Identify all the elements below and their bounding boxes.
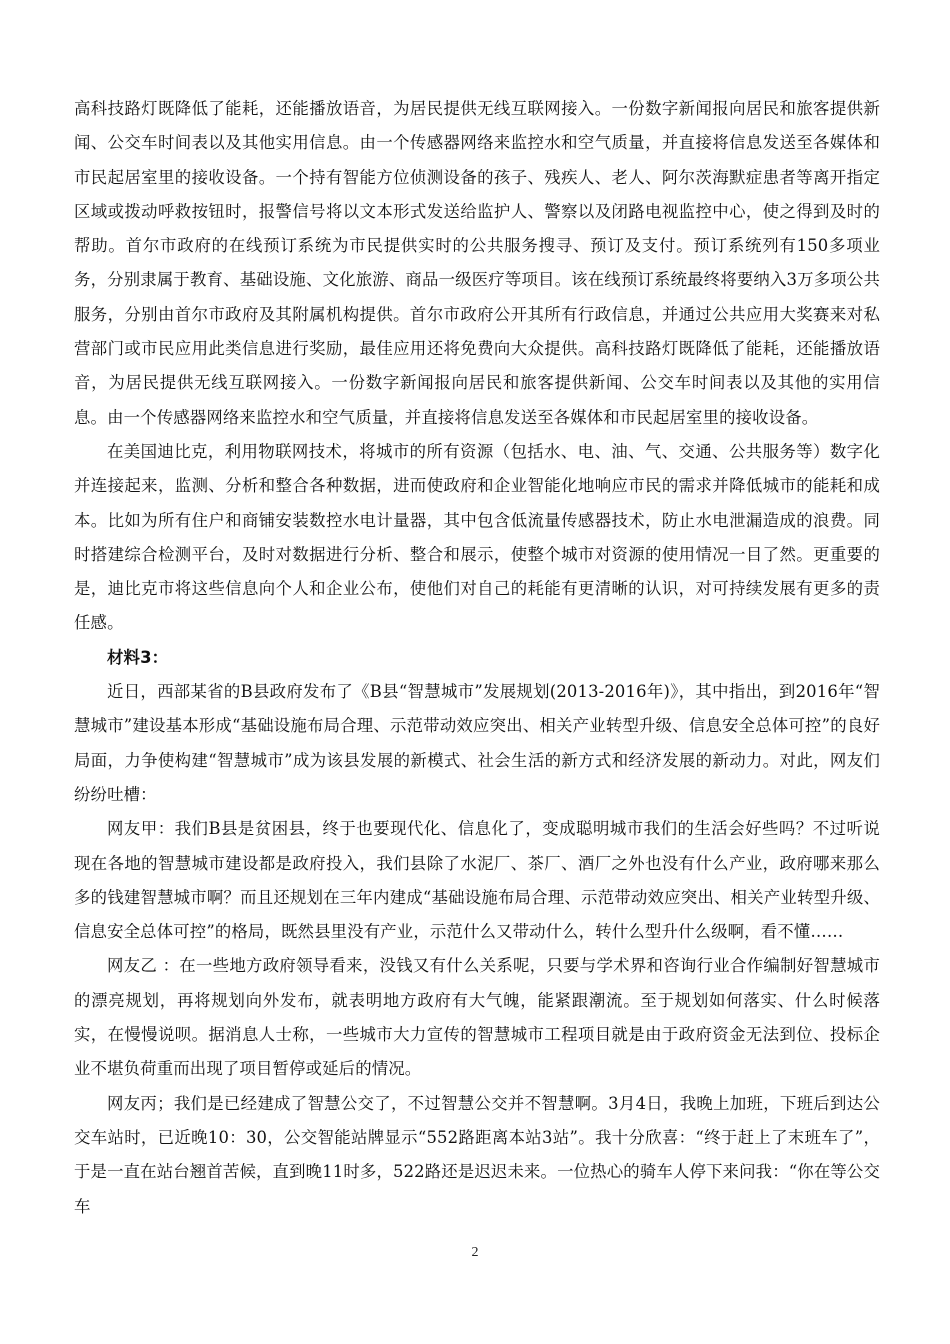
- paragraph-seoul-smart-services: 高科技路灯既降低了能耗，还能播放语音，为居民提供无线互联网接入。一份数字新闻报向居民和旅客提供新闻、公交车时间表以及其他实用信息。由一个传感器网络来监控水和空气质量，并直接将信息发送至各媒体和市民起居室里的接收设备。一个持有智能方位侦测设备的孩子、残疾人、老人、阿尔茨海默症患者等离开指定区域或拨动呼救按钮时，报警信号将以文本形式发送给监护人、警察以及闭路电视监控中心，使之得到及时的帮助。首尔市政府的在线预订系统为市民提供实时的公共服务搜寻、预订及支付。预订系统列有150多项业务，分别隶属于教育、基础设施、文化旅游、商品一级医疗等项目。该在线预订系统最终将要纳入3万多项公共服务，分别由首尔市政府及其附属机构提供。首尔市政府公开其所有行政信息，并通过公共应用大奖赛来对私营部门或市民应用此类信息进行奖励，最佳应用还将免费向大众提供。高科技路灯既降低了能耗，还能播放语音，为居民提供无线互联网接入。一份数字新闻报向居民和旅客提供新闻、公交车时间表以及其他的实用信息。由一个传感器网络来监控水和空气质量，并直接将信息发送至各媒体和市民起居室里的接收设备。: [74, 99, 880, 427]
- document-body: [74, 92, 880, 1224]
- paragraph-netizen-a: 网友甲：我们B县是贫困县，终于也要现代化、信息化了，变成聪明城市我们的生活会好些吗？不过听说现在各地的智慧城市建设都是政府投入，我们县除了水泥厂、茶厂、酒厂之外也没有什么产业，政府哪来那么多的钱建智慧城市啊？而且还规划在三年内建成“基础设施布局合理、示范带动效应突出、相关产业转型升级、信息安全总体可控”的格局，既然县里没有产业，示范什么又带动什么，转什么型升什么级啊，看不懂……: [74, 819, 880, 942]
- paragraph-dubuque-iot: 在美国迪比克，利用物联网技术，将城市的所有资源（包括水、电、油、气、交通、公共服务等）数字化并连接起来，监测、分析和整合各种数据，进而使政府和企业智能化地响应市民的需求并降低城市的能耗和成本。比如为所有住户和商铺安装数控水电计量器，其中包含低流量传感器技术，防止水电泄漏造成的浪费。同时搭建综合检测平台，及时对数据进行分析、整合和展示，使整个城市对资源的使用情况一目了然。更重要的是，迪比克市将这些信息向个人和企业公布，使他们对自己的耗能有更清晰的认识，对可持续发展有更多的责任感。: [74, 441, 880, 633]
- paragraph-netizen-c: 网友丙；我们是已经建成了智慧公交了，不过智慧公交并不智慧啊。3月4日，我晚上加班，下班后到达公交车站时，已近晚10：30，公交智能站牌显示“552路距离本站3站”。我十分欣喜：“终于赶上了末班车了”，于是一直在站台翘首苦候，直到晚11时多，522路还是迟迟未来。一位热心的骑车人停下来问我：“你在等公交车: [74, 1093, 880, 1216]
- section-heading-material-3: 材料3：: [107, 647, 169, 667]
- page-number: 2: [471, 1245, 479, 1260]
- paragraph-b-county-plan: 近日，西部某省的B县政府发布了《B县“智慧城市”发展规划(2013-2016年)》，其中指出，到2016年“智慧城市”建设基本形成“基础设施布局合理、示范带动效应突出、相关产业转型升级、信息安全总体可控”的良好局面，力争使构建“智慧城市”成为该县发展的新模式、社会生活的新方式和经济发展的新动力。对此，网友们纷纷吐槽：: [74, 682, 880, 804]
- paragraph-netizen-b: 网友乙 ：在一些地方政府领导看来，没钱又有什么关系呢，只要与学术界和咨询行业合作编制好智慧城市的漂亮规划，再将规划向外发布，就表明地方政府有大气魄，能紧跟潮流。至于规划如何落实、什么时候落实，在慢慢说呗。据消息人士称，一些城市大力宣传的智慧城市工程项目就是由于政府资金无法到位、投标企业不堪负荷重而出现了项目暂停或延后的情况。: [74, 956, 880, 1079]
